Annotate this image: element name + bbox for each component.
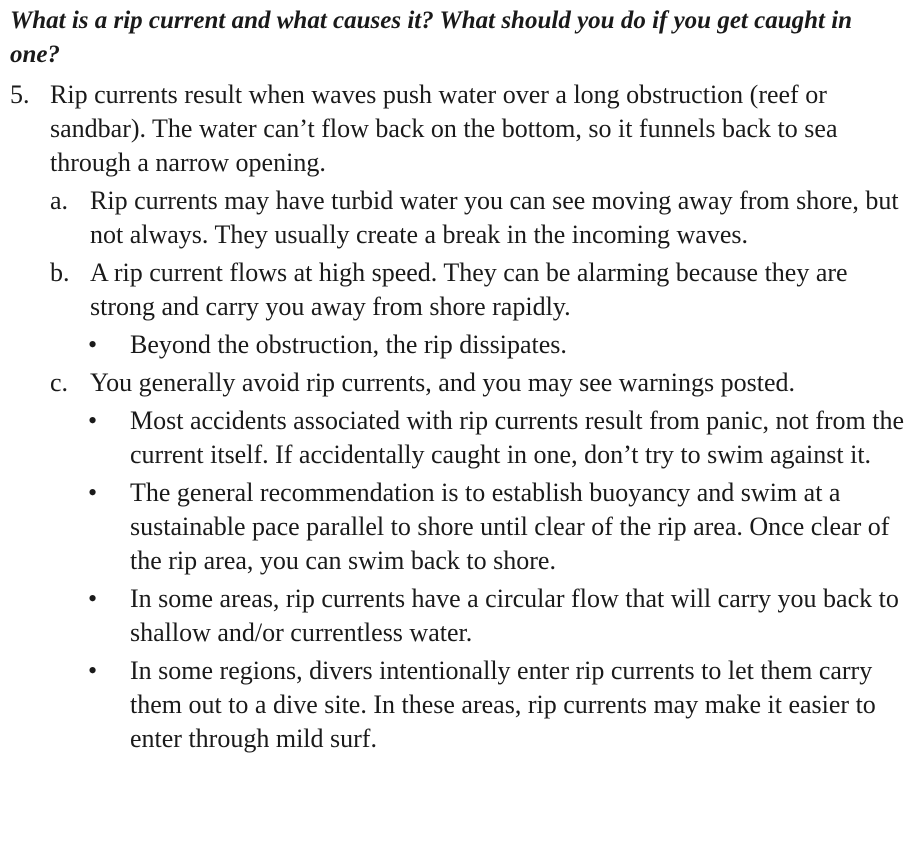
bullet-list (88, 328, 906, 362)
subitem-c (50, 366, 906, 756)
bullet-icon: • (88, 584, 98, 613)
subitem-letter: c. (50, 368, 69, 397)
bullet-item (88, 654, 906, 756)
subitem-body (90, 256, 906, 362)
bullet-text: In some areas, rip currents have a circular flow that will carry you back to shallow and/or currentless water. (130, 584, 899, 647)
subitem-text: Rip currents may have turbid water you can see moving away from shore, but not always. They usually create a break in the incoming waves. (90, 186, 899, 249)
list-item-5 (10, 78, 906, 756)
bullet-icon: • (88, 656, 98, 685)
bullet-item (88, 476, 906, 578)
bullet-text: Most accidents associated with rip currents result from panic, not from the current itself. If accidentally caught in one, don’t try to swim against it. (130, 406, 905, 469)
bullet-icon: • (88, 406, 98, 435)
subitem-b (50, 256, 906, 362)
subitem-body (90, 366, 906, 756)
bullet-item (88, 328, 906, 362)
subitem-text: You generally avoid rip currents, and you may see warnings posted. (90, 368, 795, 397)
bullet-text: The general recommendation is to establish buoyancy and swim at a sustainable pace parallel to shore until clear of the rip area. Once clear of the rip area, you can swim back to shore. (130, 478, 890, 575)
subitem-letter: a. (50, 186, 69, 215)
subitem-text: A rip current flows at high speed. They can be alarming because they are strong and carry you away from shore rapidly. (90, 258, 848, 321)
bullet-text: In some regions, divers intentionally enter rip currents to let them carry them out to a dive site. In these areas, rip currents may make it easier to enter through mild surf. (130, 656, 876, 753)
subitem-a (50, 184, 906, 252)
question-heading: What is a rip current and what causes it? What should you do if you get caught in one? (10, 7, 853, 68)
bullet-list (88, 404, 906, 756)
bullet-text: Beyond the obstruction, the rip dissipates. (130, 330, 567, 359)
item-text: Rip currents result when waves push water over a long obstruction (reef or sandbar). The water can’t flow back on the bottom, so it funnels back to sea through a narrow opening. (50, 80, 838, 177)
bullet-icon: • (88, 330, 98, 359)
bullet-item (88, 582, 906, 650)
item-body (50, 78, 906, 756)
bullet-item (88, 404, 906, 472)
bullet-icon: • (88, 478, 98, 507)
item-number: 5. (10, 80, 30, 109)
subitem-letter: b. (50, 258, 70, 287)
